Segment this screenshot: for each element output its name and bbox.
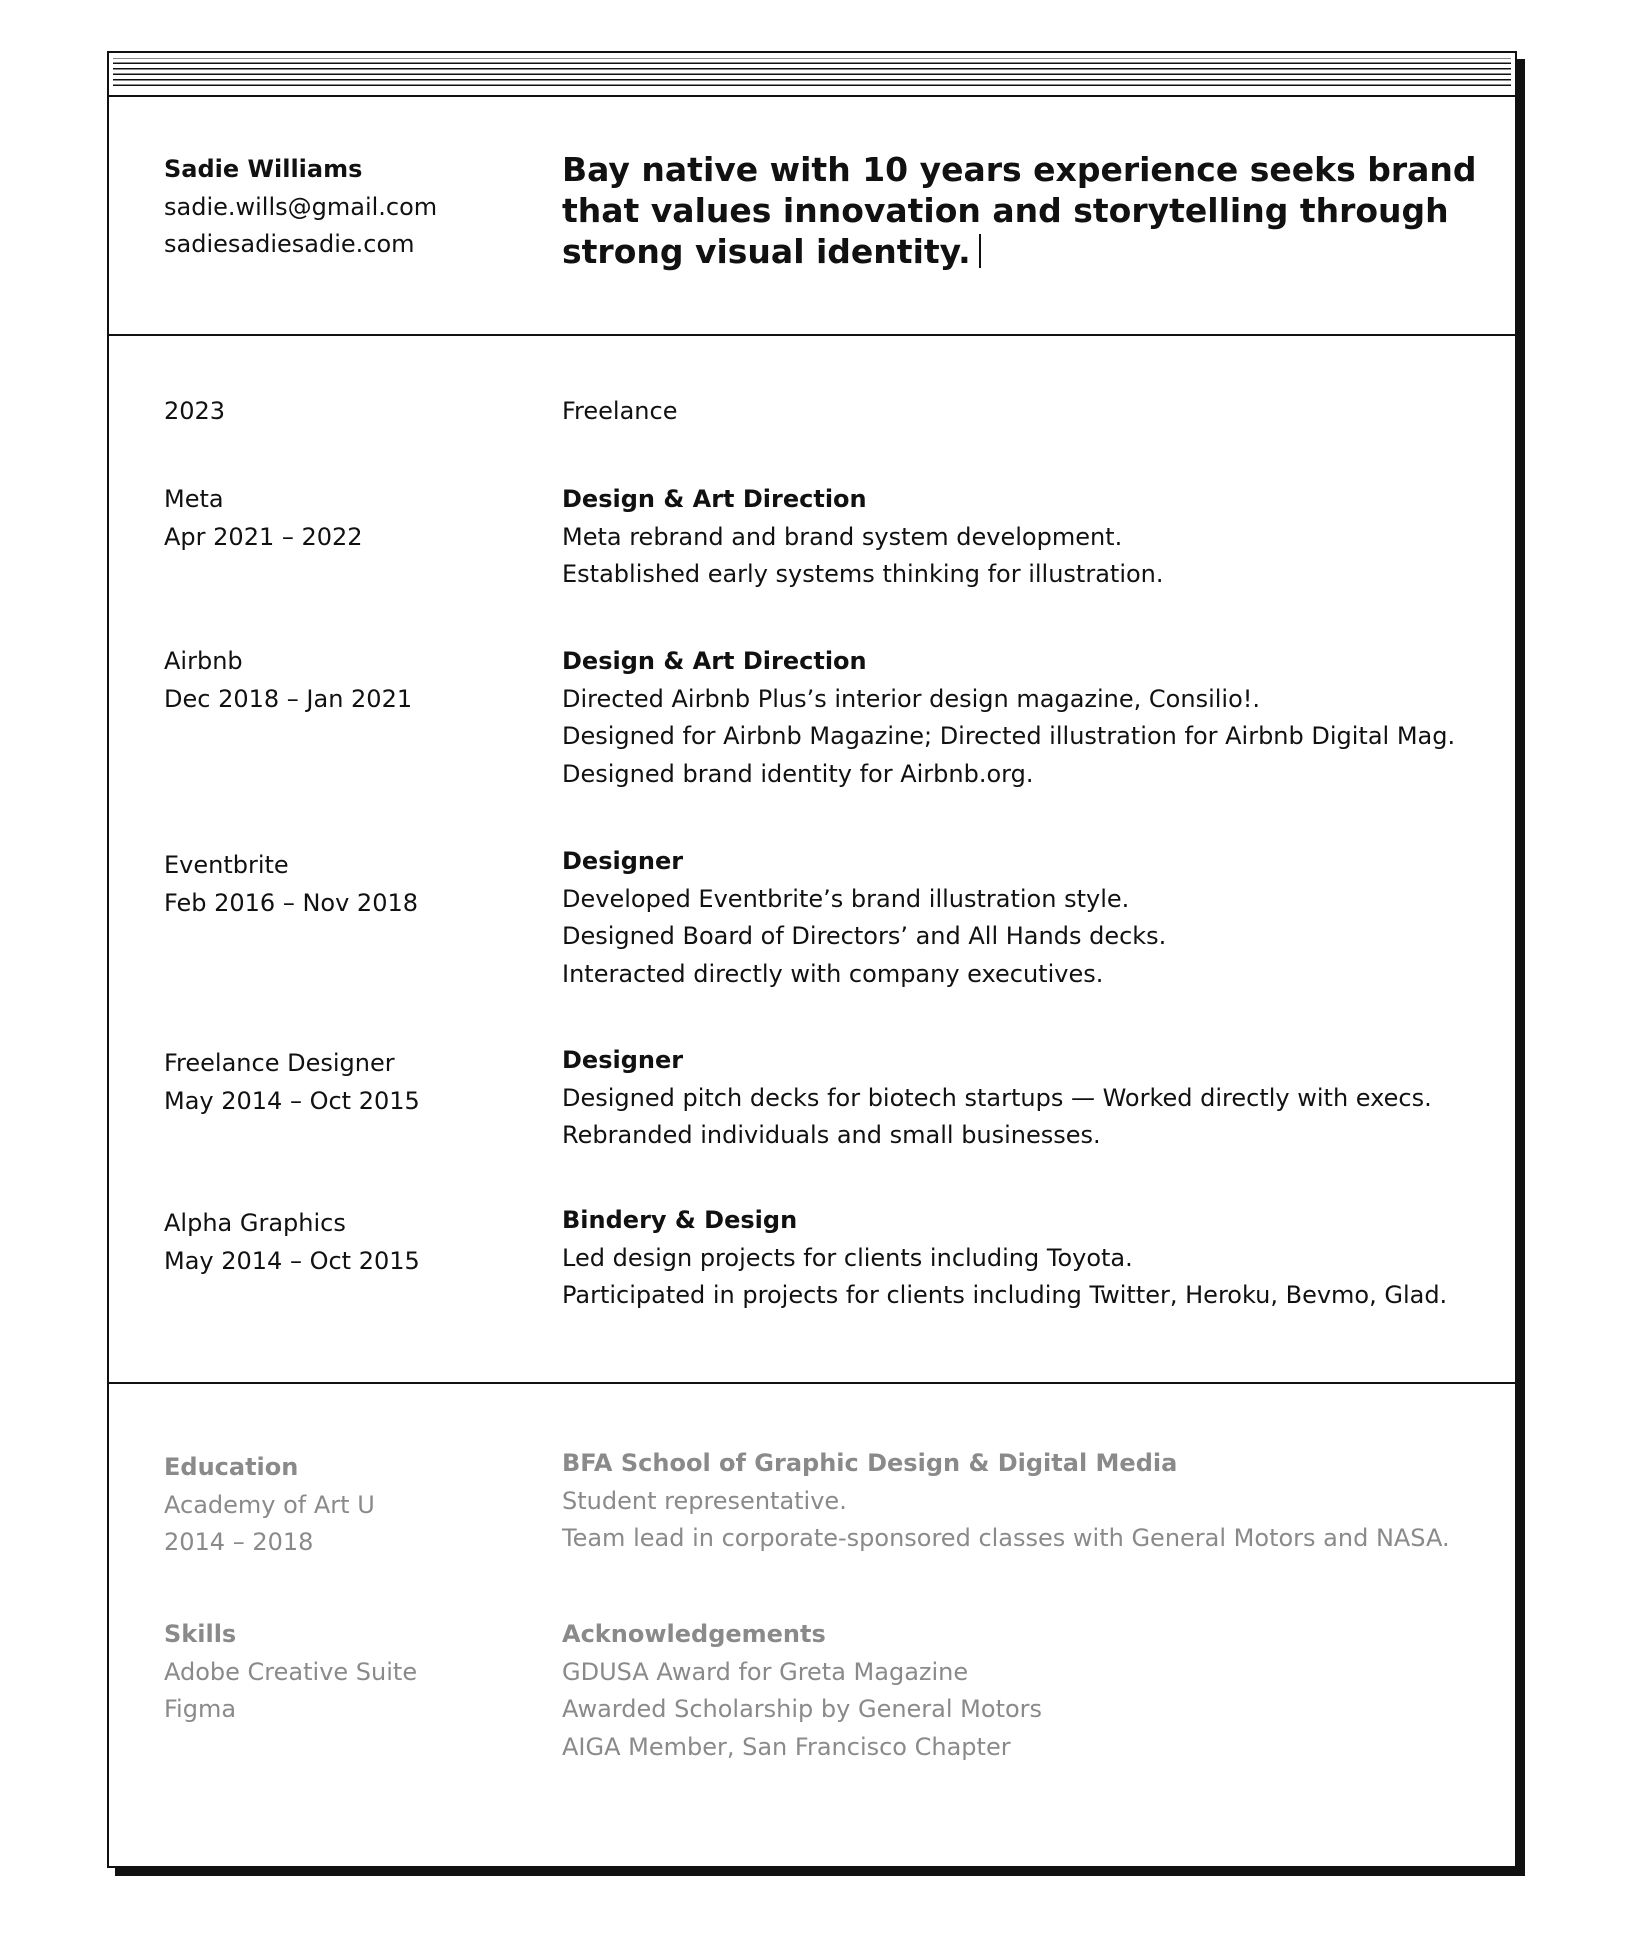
- experience-detail: Designed for Airbnb Magazine; Directed illustration for Airbnb Digital Mag.: [562, 722, 1456, 750]
- divider-bottom: [109, 1382, 1515, 1384]
- experience-company: Meta: [164, 485, 224, 513]
- experience-entry-right: [562, 643, 1482, 793]
- resume-page: [107, 51, 1517, 1868]
- education-detail: Team lead in corporate-sponsored classes with General Motors and NASA.: [562, 1524, 1450, 1552]
- experience-entry-left: [164, 1205, 544, 1280]
- headline-line-1: Bay native with 10 years experience seeks brand: [562, 150, 1477, 189]
- experience-role: Design & Art Direction: [562, 647, 867, 675]
- contact-block: [164, 151, 544, 264]
- experience-entry-left: [164, 393, 544, 431]
- headline-line-3: strong visual identity.: [562, 231, 1482, 272]
- experience-dates: May 2014 – Oct 2015: [164, 1086, 420, 1115]
- skills-heading: Skills: [164, 1620, 237, 1648]
- experience-role: Designer: [562, 1046, 684, 1074]
- education-detail: Student representative.: [562, 1486, 847, 1515]
- skill-item: Adobe Creative Suite: [164, 1657, 418, 1686]
- experience-entry-right: [562, 393, 1482, 431]
- headline-line-2: that values innovation and storytelling through: [562, 191, 1449, 230]
- experience-detail: Meta rebrand and brand system development.: [562, 522, 1123, 551]
- experience-detail: Interacted directly with company executives.: [562, 959, 1104, 988]
- experience-role: Freelance: [562, 397, 678, 425]
- education-school: Academy of Art U: [164, 1490, 375, 1519]
- acknowledgement-item: Awarded Scholarship by General Motors: [562, 1695, 1043, 1723]
- experience-detail: Rebranded individuals and small businesses.: [562, 1121, 1101, 1149]
- experience-detail: Designed brand identity for Airbnb.org.: [562, 759, 1034, 788]
- skills-block: [164, 1616, 544, 1729]
- experience-detail: Directed Airbnb Plus’s interior design magazine, Consilio!.: [562, 684, 1261, 713]
- experience-entry-right: [562, 843, 1482, 993]
- experience-dates: Dec 2018 – Jan 2021: [164, 684, 413, 713]
- experience-detail: Designed pitch decks for biotech startups — Worked directly with execs.: [562, 1083, 1432, 1112]
- experience-entry-right: [562, 1042, 1482, 1155]
- text-cursor: [979, 234, 981, 268]
- contact-name: Sadie Williams: [164, 155, 363, 183]
- education-heading: Education: [164, 1453, 299, 1481]
- experience-role: Bindery & Design: [562, 1206, 798, 1234]
- header-stripes: [109, 53, 1515, 97]
- experience-entry-right: [562, 481, 1482, 594]
- experience-entry-right: [562, 1202, 1482, 1315]
- education-years: 2014 – 2018: [164, 1528, 314, 1556]
- experience-entry-left: [164, 1045, 544, 1120]
- experience-company: 2023: [164, 397, 226, 425]
- experience-detail: Led design projects for clients including Toyota.: [562, 1243, 1133, 1272]
- experience-company: Airbnb: [164, 647, 243, 675]
- experience-detail: Participated in projects for clients including Twitter, Heroku, Bevmo, Glad.: [562, 1281, 1448, 1309]
- experience-company: Eventbrite: [164, 851, 289, 879]
- experience-entry-left: [164, 481, 544, 556]
- experience-detail: Established early systems thinking for illustration.: [562, 560, 1164, 588]
- divider-top: [109, 334, 1515, 336]
- education-left: [164, 1449, 544, 1562]
- experience-dates: Apr 2021 – 2022: [164, 522, 363, 551]
- experience-role: Design & Art Direction: [562, 485, 867, 513]
- experience-entry-left: [164, 643, 544, 718]
- headline-block[interactable]: [562, 149, 1482, 272]
- education-right: [562, 1445, 1482, 1558]
- experience-entry-left: [164, 847, 544, 922]
- experience-dates: May 2014 – Oct 2015: [164, 1246, 420, 1275]
- experience-detail: Designed Board of Directors’ and All Hands decks.: [562, 922, 1167, 950]
- skill-item: Figma: [164, 1695, 237, 1723]
- contact-email[interactable]: sadie.wills@gmail.com: [164, 192, 438, 221]
- acknowledgement-item: AIGA Member, San Francisco Chapter: [562, 1732, 1011, 1761]
- acknowledgement-item: GDUSA Award for Greta Magazine: [562, 1657, 969, 1686]
- experience-dates: Feb 2016 – Nov 2018: [164, 888, 419, 917]
- acknowledgements-block: [562, 1616, 1482, 1766]
- acknowledgements-heading: Acknowledgements: [562, 1620, 826, 1648]
- experience-company: Freelance Designer: [164, 1049, 395, 1077]
- experience-company: Alpha Graphics: [164, 1209, 346, 1237]
- experience-role: Designer: [562, 847, 684, 875]
- experience-detail: Developed Eventbrite’s brand illustration style.: [562, 884, 1130, 913]
- education-degree: BFA School of Graphic Design & Digital Media: [562, 1449, 1178, 1477]
- contact-website[interactable]: sadiesadiesadie.com: [164, 230, 415, 258]
